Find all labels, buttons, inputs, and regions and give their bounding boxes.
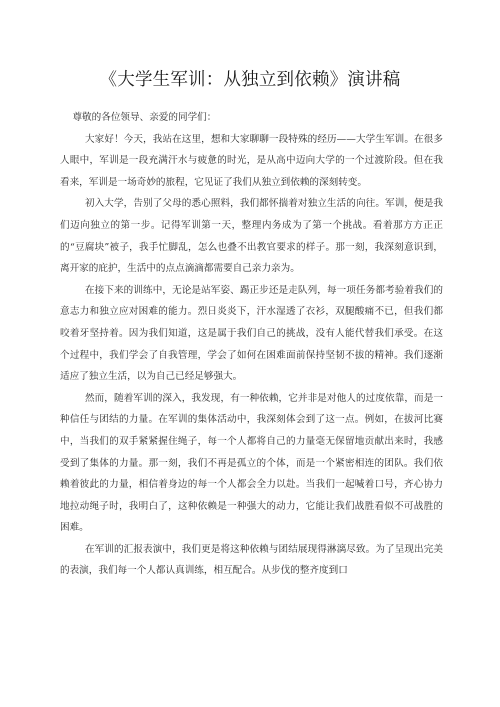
paragraph: 然而，随着军训的深入，我发现，有一种依赖，它并非是对他人的过度依靠，而是一种信任与团结的力量。在军训的集体活动中，我深刻体会到了这一点。例如，在拔河比赛中，当我们的双手紧紧握住绳子，每一个人都将自己的力量毫无保留地贡献出来时，我感受到了集体的力量。那一刻，我们不再是孤立的个体，而是一个紧密相连的团队。我们依赖着彼此的力量，相信着身边的每一个人都会全力以赴。当我们一起喊着口号，齐心协力地拉动绳子时，我明白了，这种依赖是一种强大的动力，它能让我们战胜看似不可战胜的困难。 [60, 392, 443, 534]
paragraph: 在接下来的训练中，无论是站军姿、踢正步还是走队列，每一项任务都考验着我们的意志力和独立应对困难的能力。烈日炎炎下，汗水湿透了衣衫，双腿酸痛不已，但我们都咬着牙坚持着。因为我们知道，这是属于我们自己的挑战，没有人能代替我们承受。在这个过程中，我们学会了自我管理，学会了如何在困难面前保持坚韧不拔的精神。我们逐渐适应了独立生活，以为自己已经足够强大。 [60, 284, 443, 383]
paragraph: 在军训的汇报表演中，我们更是将这种依赖与团结展现得淋漓尽致。为了呈现出完美的表演，我们每一个人都认真训练，相互配合。从步伐的整齐度到口 [60, 543, 443, 577]
document-body [60, 107, 443, 582]
paragraph: 初入大学，告别了父母的悉心照料，我们都怀揣着对独立生活的向往。军训，便是我们迈向独立的第一步。记得军训第一天，整理内务成为了第一个挑战。看着那方方正正的“豆腐块”被子，我手忙脚乱，怎么也叠不出教官要求的样子。那一刻，我深刻意识到，离开家的庇护，生活中的点点滴滴都需要自己亲力亲为。 [60, 198, 443, 275]
document-title: 《大学生军训：从独立到依赖》演讲稿 [99, 70, 401, 90]
greeting-line: 尊敬的各位领导、亲爱的同学们： [72, 112, 217, 123]
paragraph: 大家好！今天，我站在这里，想和大家聊聊一段特殊的经历——大学生军训。在很多人眼中，军训是一段充满汗水与疲惫的时光，是从高中迈向大学的一个过渡阶段。但在我看来，军训是一场奇妙的旅程，它见证了我们从独立到依赖的深刻转变。 [60, 133, 443, 188]
